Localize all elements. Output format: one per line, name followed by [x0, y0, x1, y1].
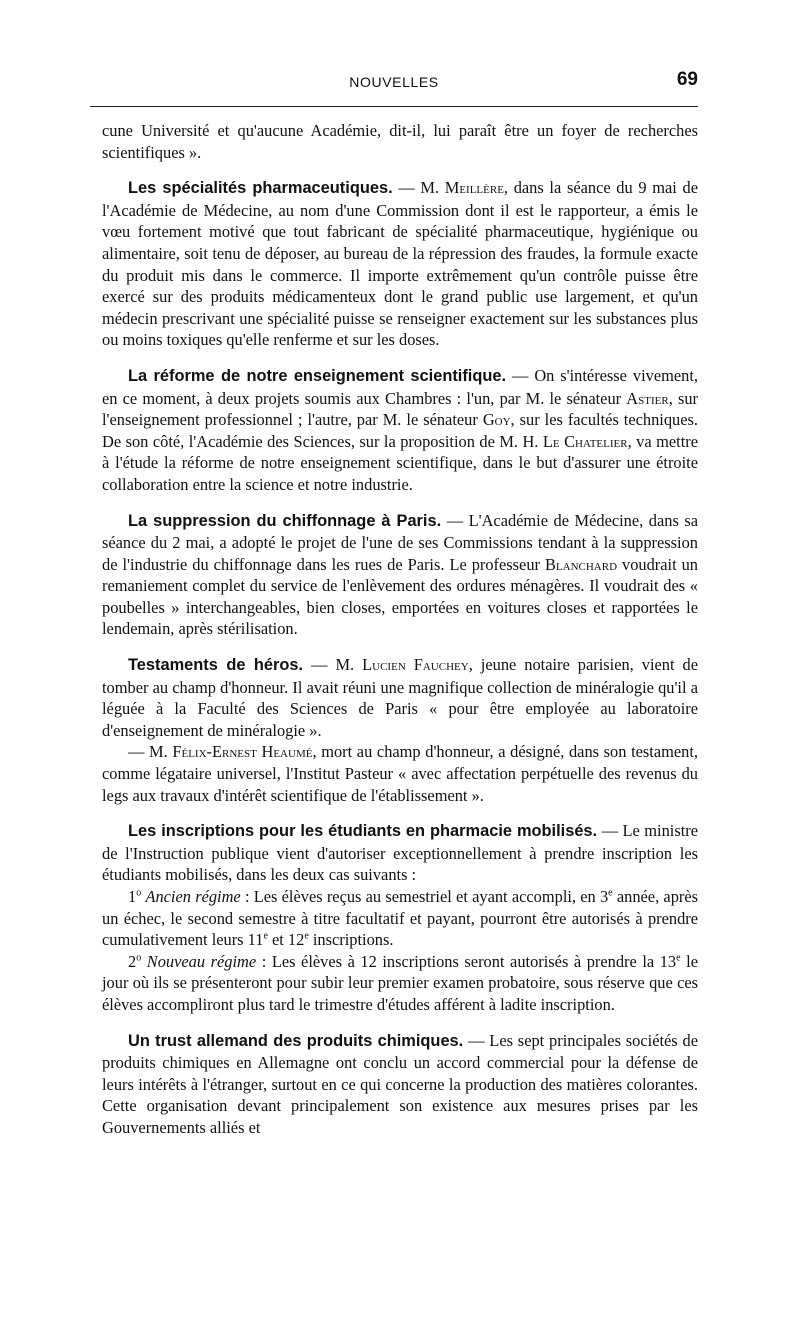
ordinal-sup: e — [304, 930, 309, 942]
person-name: Le Chatelier — [542, 431, 628, 451]
paragraph-chiffonnage — [102, 510, 698, 641]
paragraph-text: — Le ministre de l'Instruction publique vient d'autoriser exceptionnellement à prendre inscription les étudiants mobilisés, dans les deux cas suivants : — [102, 821, 698, 885]
degree-mark: o — [136, 887, 142, 899]
paragraph-text: , mort au champ d'honneur, a désigné, dans son testament, comme légataire universel, l'Institut Pasteur « avec affectation perpétuelle des revenus du legs aux travaux d'intérêt scientifique de l'établissement ». — [102, 742, 698, 805]
paragraph-text: — On s'intéresse vivement, en ce moment, à deux projets soumis aux Chambres : l'un, par M. le sénateur — [102, 365, 698, 408]
paragraph-text: , va mettre à l'étude la réforme de notre enseignement scientifique, dans le but d'assurer une étroite collaboration entre la science et notre industrie. — [102, 431, 698, 494]
paragraph-text: , jeune notaire parisien, vient de tomber au champ d'honneur. Il avait réuni une magnifique collection de minéralogie qu'il a léguée à la Faculté des Sciences de Paris « pour être employée au laboratoire d'enseignement de minéralogie ». — [102, 655, 698, 740]
paragraph-text: — M. — [303, 655, 363, 675]
paragraph-text: , sur les facultés techniques. De son côté, l'Académie des Sciences, sur la proposition de M. H. — [102, 410, 698, 451]
section-heading: La suppression du chiffonnage à Paris. — [128, 511, 442, 530]
person-name: Lucien Fauchey — [362, 655, 469, 675]
paragraph-heaume — [102, 741, 698, 806]
paragraph-text: cune Université et qu'aucune Académie, dit-il, lui paraît être un foyer de recherches scientifiques ». — [102, 121, 698, 162]
paragraph-continuation — [102, 120, 698, 163]
regime-label: Ancien régime — [145, 887, 241, 906]
section-heading: Les spécialités pharmaceutiques. — [128, 179, 393, 198]
paragraph-text: : Les élèves reçus au semestriel et ayant accompli, en 3 — [240, 887, 609, 906]
person-name: Félix-Ernest Heaumé — [172, 742, 313, 762]
person-name: Meillère — [444, 178, 504, 198]
list-number: 1 — [128, 887, 137, 906]
paragraph-text: le jour où ils se présenteront pour subir leur premier examen probatoire, sous réserve que ces élèves accompliront plus tard le trimestre d'études afférent à ladite inscription. — [102, 951, 698, 1014]
page-header — [90, 66, 698, 107]
paragraph-text: voudrait un remaniement complet du service de l'enlèvement des ordures ménagères. Il voudrait des « poubelles » interchangeables, bien closes, emportées en voitures closes et rapportées le lendemain, après stérilisation. — [102, 554, 698, 639]
page-number: 69 — [676, 69, 698, 90]
paragraph-text: — L'Académie de Médecine, dans sa séance du 2 mai, a adopté le projet de l'une de ses Commissions tendant à la suppression de l'industrie du chiffonnage dans les rues de Paris. Le professeur — [102, 510, 698, 574]
section-heading: Un trust allemand des produits chimiques. — [128, 1031, 464, 1050]
section-heading: Testaments de héros. — [128, 656, 304, 675]
person-name: Blanchard — [544, 554, 618, 574]
paragraph-text: , dans la séance du 9 mai de l'Académie de Médecine, au nom d'une Commission dont il est le rapporteur, a émis le vœu fortement motivé que tout fabricant de spécialité pharmaceutique, hygiénique ou alimentaire, soit tenu de déposer, au bureau de la répression des fraudes, la formule exacte du produit mis dans le commerce. Il importe extrêmement qu'un contrôle puisse être exercé sur des produits médicamenteux dont le grand public use largement, et qu'un médecin prescrivant une spécialité puisse se renseigner exactement sur les substances plus ou moins toxiques qu'elle renferme et sur les doses. — [102, 178, 698, 350]
list-item-ancien-regime — [102, 886, 698, 951]
paragraph-text: année, après un échec, le second semestre à titre facultatif et payant, pourront être autorisés à prendre cumulativement leurs 11 — [102, 887, 698, 950]
paragraph-inscriptions — [102, 820, 698, 886]
paragraph-text: , sur l'enseignement professionnel ; l'autre, par M. le sénateur — [102, 388, 698, 430]
paragraph-text: : Les élèves à 12 inscriptions seront autorisés à prendre la 13 — [256, 951, 677, 971]
ordinal-sup: e — [263, 930, 268, 942]
ordinal-sup: e — [608, 887, 613, 899]
article-body — [102, 120, 698, 1139]
paragraph-text: — M. — [392, 178, 445, 198]
paragraph-testaments — [102, 654, 698, 741]
ordinal-sup: e — [676, 952, 681, 964]
running-title: NOUVELLES — [349, 74, 439, 90]
list-item-nouveau-regime — [102, 951, 698, 1016]
regime-label: Nouveau régime — [146, 951, 257, 971]
paragraph-trust — [102, 1030, 698, 1139]
paragraph-specialites — [102, 177, 698, 351]
person-name: Goy — [482, 410, 511, 430]
paragraph-text: inscriptions. — [308, 930, 394, 950]
paragraph-reforme — [102, 365, 698, 496]
list-number: 2 — [128, 951, 137, 971]
paragraph-text: et 12 — [267, 930, 305, 950]
section-heading: La réforme de notre enseignement scientifique. — [128, 366, 507, 385]
paragraph-text: — M. — [128, 742, 173, 762]
section-heading: Les inscriptions pour les étudiants en pharmacie mobilisés. — [128, 822, 598, 841]
person-name: Astier — [626, 388, 669, 408]
degree-mark: o — [136, 952, 142, 964]
paragraph-text: — Les sept principales sociétés de produits chimiques en Allemagne ont conclu un accord commercial pour la défense de leurs intérêts à l'étranger, surtout en ce qui concerne la production des matières colorantes. Cette organisation devant principalement son existence aux mesures prises par les Gouvernements alliés et — [102, 1030, 699, 1137]
